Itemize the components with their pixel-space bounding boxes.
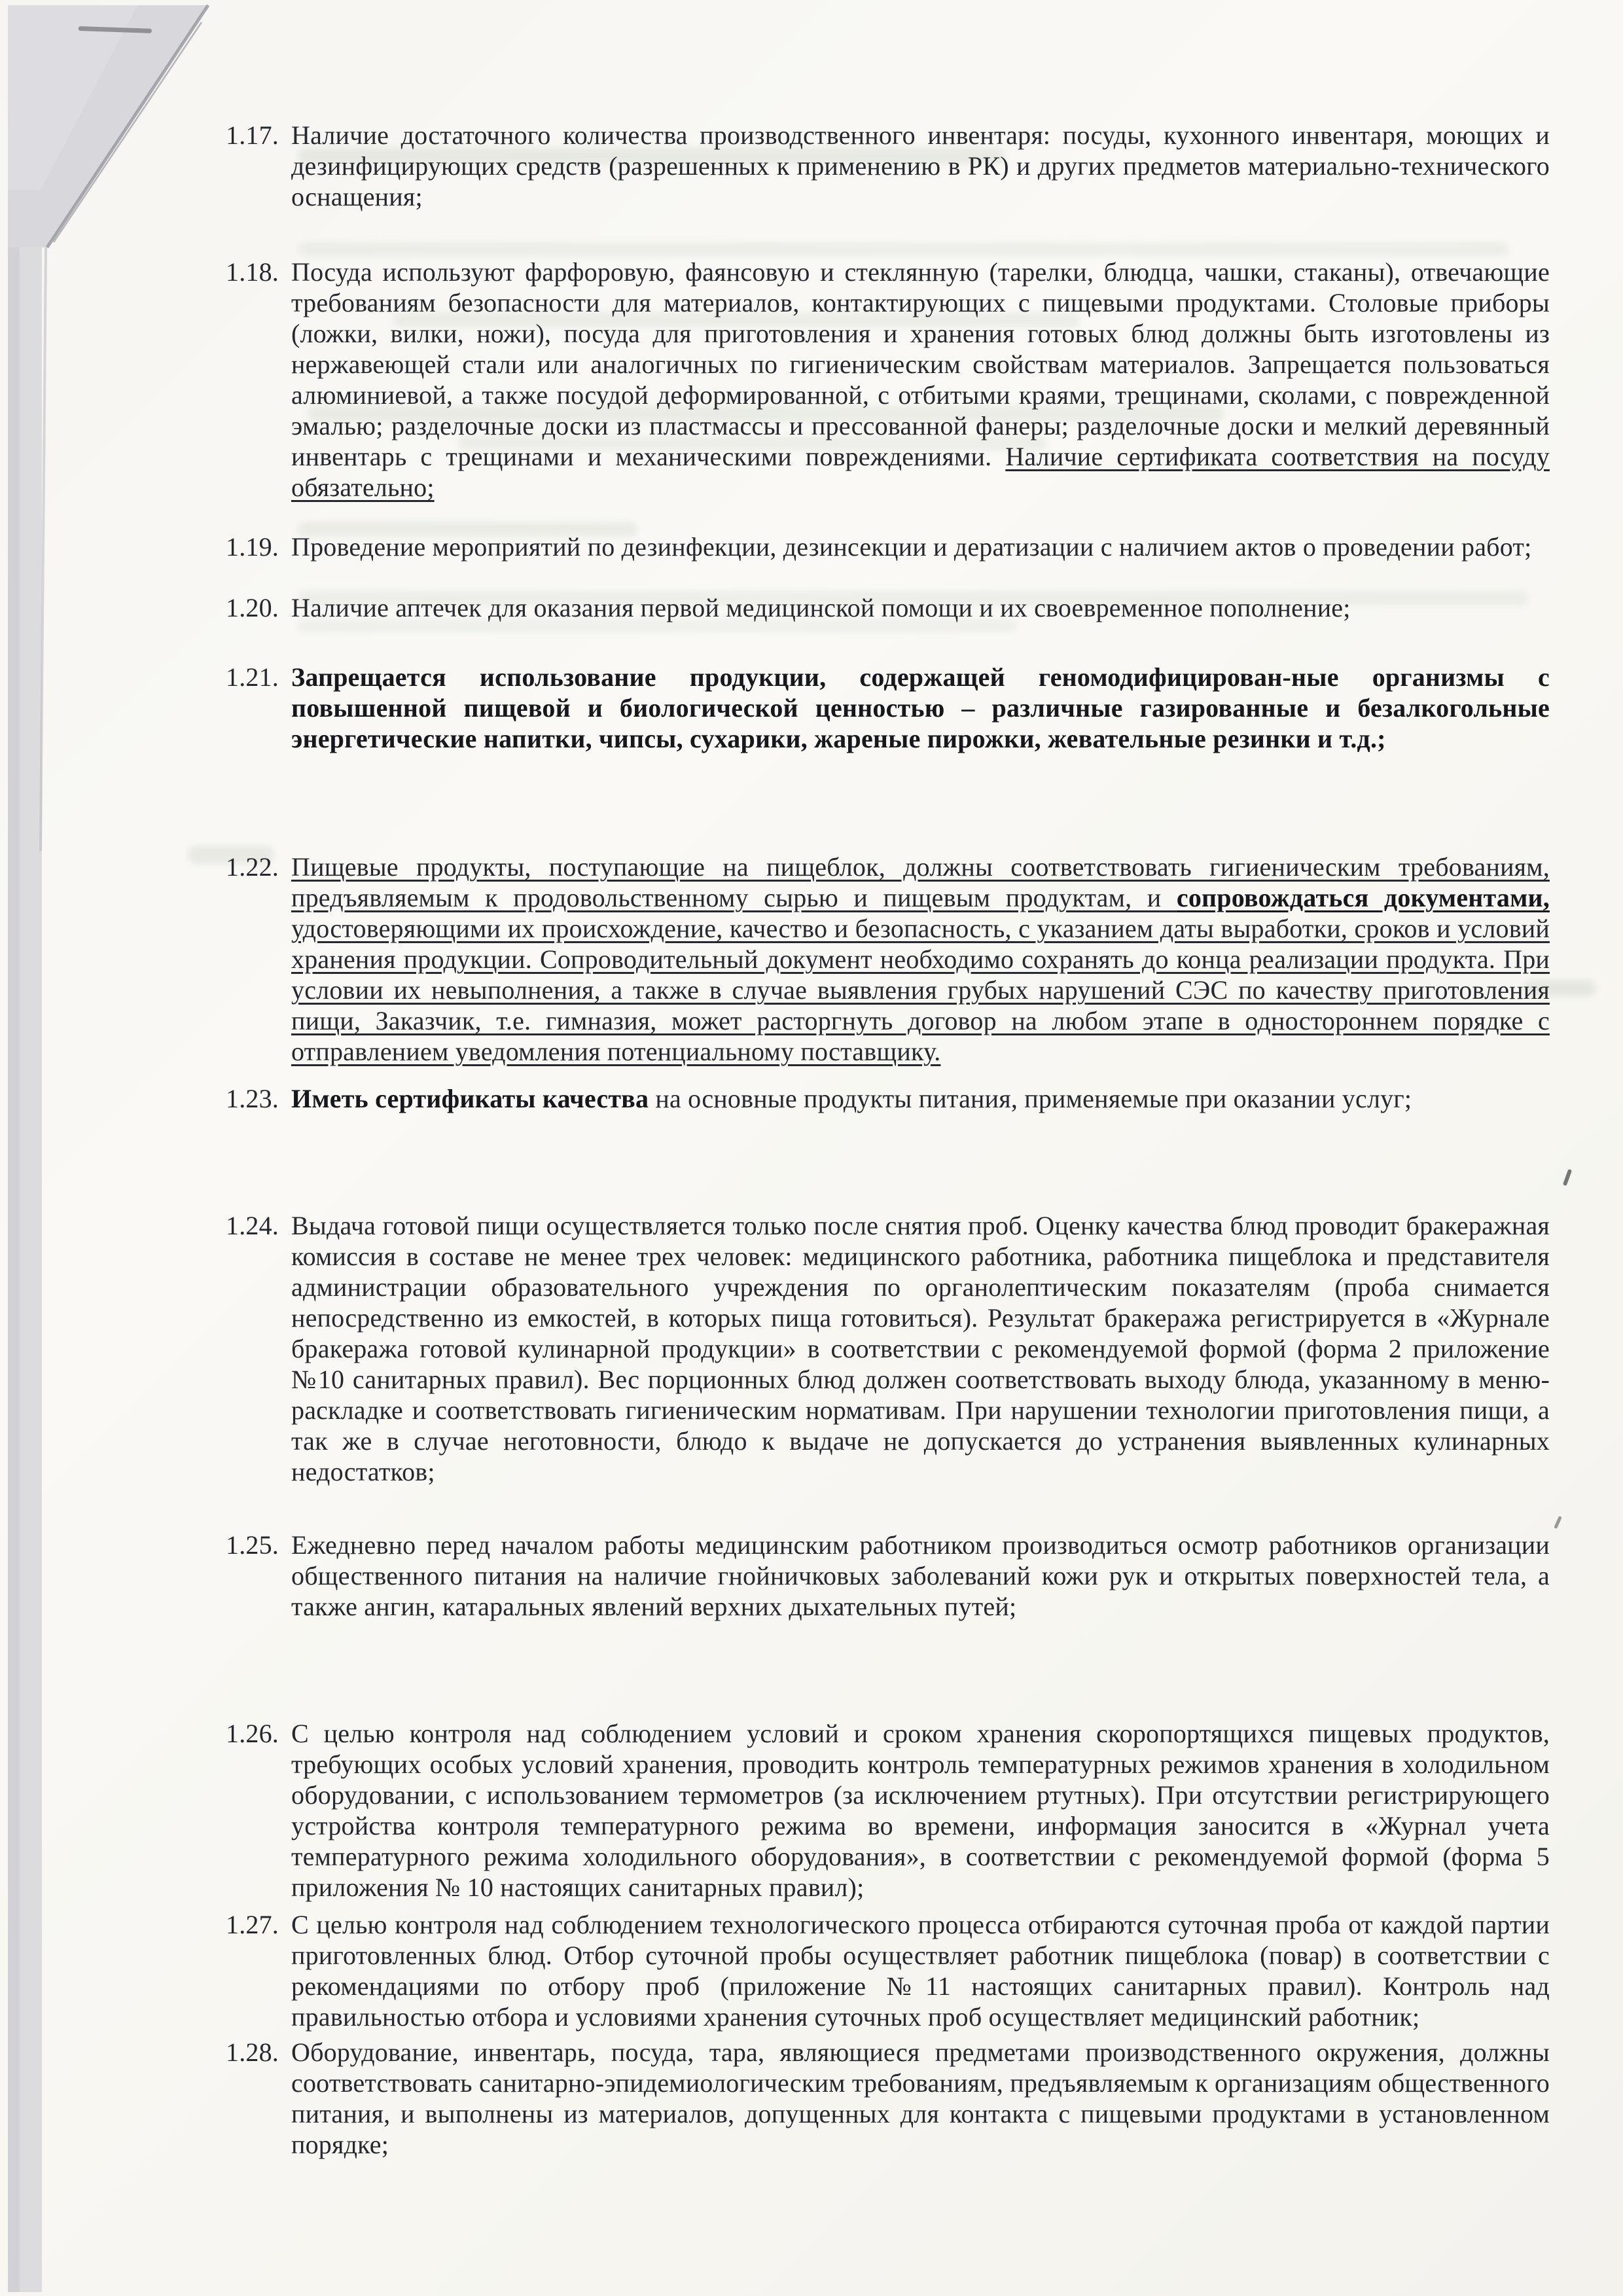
clause-1-28: [226, 2037, 1550, 2160]
folded-corner-highlight: [8, 5, 137, 190]
clause-text: [291, 532, 1531, 562]
clause-text: [291, 852, 1550, 1066]
clause-text: [291, 1084, 1412, 1113]
clause-list: [226, 0, 1550, 2160]
clause-1-23: [226, 1083, 1550, 1114]
clause-number: 1.18.: [226, 257, 279, 287]
page-edge-line: [41, 247, 46, 851]
clause-1-18: [226, 257, 1550, 503]
clause-number: 1.22.: [226, 852, 279, 882]
fold-crease-line: [47, 5, 208, 247]
clause-number: 1.28.: [226, 2037, 279, 2067]
clause-1-22: [226, 852, 1550, 1067]
folded-corner-wedge: [8, 5, 208, 247]
clause-text: [291, 2037, 1550, 2159]
clause-text-segment: на основные продукты питания, применяемые при оказании услуг;: [649, 1084, 1412, 1113]
clause-number: 1.20.: [226, 593, 279, 622]
clause-1-27: [226, 1909, 1550, 2032]
clause-number: 1.17.: [226, 120, 279, 150]
clause-text-segment: С целью контроля над соблюдением условий и сроком хранения скоропортящихся пищевых продуктов, требующих особых условий хранения, проводить контроль температурных режимов хранения в холодильном оборудовании, с использованием термометров (за исключением ртутных). При отсутствии регистрирующего устройства контроля температурного режима во времени, информация заносится в «Журнал учета температурного режима холодильного оборудования», в соответствии с рекомендуемой формой (форма 5 приложения № 10 настоящих санитарных правил);: [291, 1719, 1550, 1902]
clause-text-segment: Запрещается использование продукции, содержащей геномодифицирован-ные организмы с повышенной пищевой и биологической ценностью – различные газированные и безалкогольные энергетические напитки, чипсы, сухарики, жареные пирожки, жевательные резинки и т.д.;: [291, 662, 1550, 753]
pen-mark: [1554, 1516, 1562, 1529]
clause-1-17: [226, 120, 1550, 212]
clause-text: [291, 120, 1550, 211]
clause-1-20: [226, 592, 1550, 623]
clause-number: 1.23.: [226, 1084, 279, 1113]
clause-number: 1.25.: [226, 1530, 279, 1560]
clause-number: 1.24.: [226, 1211, 279, 1240]
clause-1-25: [226, 1530, 1550, 1622]
clause-number: 1.21.: [226, 662, 279, 692]
clause-text: [291, 1910, 1550, 2032]
fold-crease-shadow: [54, 22, 202, 242]
clause-number: 1.19.: [226, 532, 279, 562]
clause-text-segment: Выдача готовой пищи осуществляется только после снятия проб. Оценку качества блюд проводит бракеражная комиссия в составе не менее трех человек: медицинского работника, работника пищеблока и представителя администрации образовательного учреждения по органолептическим показателям (проба снимается непосредственно из емкостей, в которых пища готовиться). Результат бракеража регистрируется в «Журнале бракеража готовой кулинарной продукции» в соответствии с рекомендуемой формой (форма 2 приложение №10 санитарных правил). Вес порционных блюд должен соответствовать выходу блюда, указанному в меню-раскладке и соответствовать гигиеническим нормативам. При нарушении технологии приготовления пищи, а так же в случае неготовности, блюдо к выдаче не допускается до устранения выявленных кулинарных недостатков;: [291, 1211, 1550, 1486]
clause-text-segment: Наличие сертификата соответствия на посуду обязательно;: [291, 442, 1550, 502]
scanner-edge-strip-inner: [8, 5, 20, 2292]
clause-text-segment: Наличие достаточного количества производственного инвентаря: посуды, кухонного инвентаря, моющих и дезинфицирующих средств (разрешенных к применению в РК) и других предметов материально-технического оснащения;: [291, 120, 1550, 211]
clause-text-segment: удостоверяющими их происхождение, качество и безопасность, с указанием даты выработки, сроков и условий хранения продукции. Сопроводительный документ необходимо сохранять до конца реализации продукта. При условии их невыполнения, а также в случае выявления грубых нарушений СЭС по качеству приготовления пищи, Заказчик, т.е. гимназия, может расторгнуть договор на любом этапе в одностороннем порядке с отправлением уведомления потенциальному поставщику.: [291, 914, 1550, 1066]
clause-number: 1.27.: [226, 1910, 279, 1939]
clause-text-segment: сопровождаться документами,: [1176, 883, 1550, 912]
clause-text: [291, 257, 1550, 502]
clause-text-segment: Ежедневно перед началом работы медицинским работником производиться осмотр работников организации общественного питания на наличие гнойничковых заболеваний кожи рук и открытых поверхностей тела, а также ангин, катаральных явлений верхних дыхательных путей;: [291, 1530, 1550, 1621]
clause-text-segment: С целью контроля над соблюдением технологического процесса отбираются суточная проба от каждой партии приготовленных блюд. Отбор суточной пробы осуществляет работник пищеблока (повар) в соответствии с рекомендациями по отбору проб (приложение №11 настоящих санитарных правил). Контроль над правильностью отбора и условиями хранения суточных проб осуществляет медицинский работник;: [291, 1910, 1550, 2032]
clause-text-segment: Иметь сертификаты качества: [291, 1084, 649, 1113]
clause-text: [291, 1530, 1550, 1621]
clause-text-segment: Наличие аптечек для оказания первой медицинской помощи и их своевременное пополнение;: [291, 593, 1351, 622]
clause-text: [291, 662, 1550, 753]
clause-text-segment: Оборудование, инвентарь, посуда, тара, являющиеся предметами производственного окружения, должны соответствовать санитарно-эпидемиологическим требованиям, предъявляемым к организациям общественного питания, и выполнены из материалов, допущенных для контакта с пищевыми продуктами в установленном порядке;: [291, 2037, 1550, 2159]
clause-number: 1.26.: [226, 1719, 279, 1748]
clause-text: [291, 593, 1351, 622]
clause-1-19: [226, 531, 1550, 562]
clause-text-segment: Пищевые продукты, поступающие на пищеблок, должны соответствовать гигиеническим требованиям, предъявляемым к продовольственному сырью и пищевым продуктам, и: [291, 852, 1550, 912]
scan-smudge: [79, 26, 152, 33]
clause-text-segment: Посуда используют фарфоровую, фаянсовую и стеклянную (тарелки, блюдца, чашки, стаканы), отвечающие требованиям безопасности для материалов, контактирующих с пищевыми продуктами. Столовые приборы (ложки, вилки, ножи), посуда для приготовления и хранения готовых блюд должны быть изготовлены из нержавеющей стали или аналогичных по гигиеническим свойствам материалов. Запрещается пользоваться алюминиевой, а также посудой деформированной, с отбитыми краями, трещинами, сколами, с поврежденной эмалью; разделочные доски из пластмассы и прессованной фанеры; разделочные доски и мелкий деревянный инвентарь с трещинами и механическими повреждениями.: [291, 257, 1550, 471]
clause-1-21: [226, 662, 1550, 754]
clause-text: [291, 1719, 1550, 1902]
clause-text-segment: Проведение мероприятий по дезинфекции, дезинсекции и дератизации с наличием актов о проведении работ;: [291, 532, 1532, 562]
clause-text: [291, 1211, 1550, 1486]
pen-mark: [1563, 1169, 1573, 1186]
clause-1-24: [226, 1210, 1550, 1487]
clause-1-26: [226, 1718, 1550, 1903]
scanner-edge-strip: [8, 5, 42, 2292]
